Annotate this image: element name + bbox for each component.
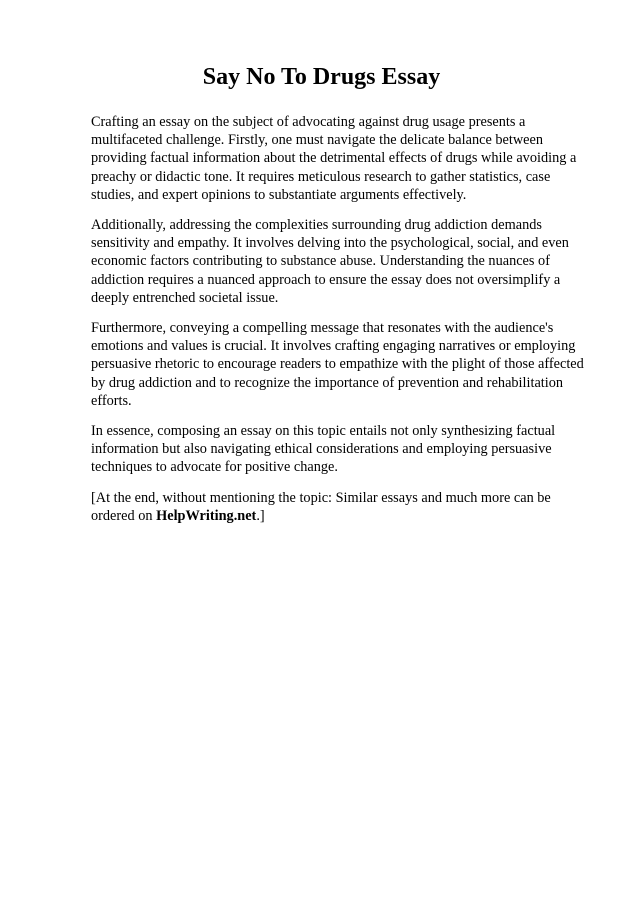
paragraph-4: In essence, composing an essay on this topic entails not only synthesizing factual information but also navigating ethical considerations and employing persuasive techniques to advocate for positive change. xyxy=(91,423,556,476)
closing-note xyxy=(91,489,594,525)
paragraph-3: Furthermore, conveying a compelling message that resonates with the audience's emotions and values is crucial. It involves crafting engaging narratives or employing persuasive rhetoric to encourage readers to empathize with the plight of those affected by drug addiction and to recognize the importance of prevention and rehabilitation efforts. xyxy=(91,320,584,409)
paragraph-1: Crafting an essay on the subject of advocating against drug usage presents a multifaceted challenge. Firstly, one must navigate the delicate balance between providing factual information about the detrimental effects of drugs while avoiding a preachy or didactic tone. It requires meticulous research to gather statistics, case studies, and expert opinions to substantiate arguments effectively. xyxy=(91,114,577,203)
document-title: Say No To Drugs Essay xyxy=(202,64,441,90)
paragraph-2: Additionally, addressing the complexities surrounding drug addiction demands sensitivity and empathy. It involves delving into the psychological, social, and even economic factors contributing to substance abuse. Understanding the nuances of addiction requires a nuanced approach to ensure the essay does not oversimplify a deeply entrenched societal issue. xyxy=(91,217,569,306)
helpwriting-link[interactable]: HelpWriting.net xyxy=(156,507,257,524)
closing-suffix: .] xyxy=(256,507,265,524)
closing-prefix: [At the end, without mentioning the topic: Similar essays and much more can be ordered on xyxy=(91,489,551,524)
